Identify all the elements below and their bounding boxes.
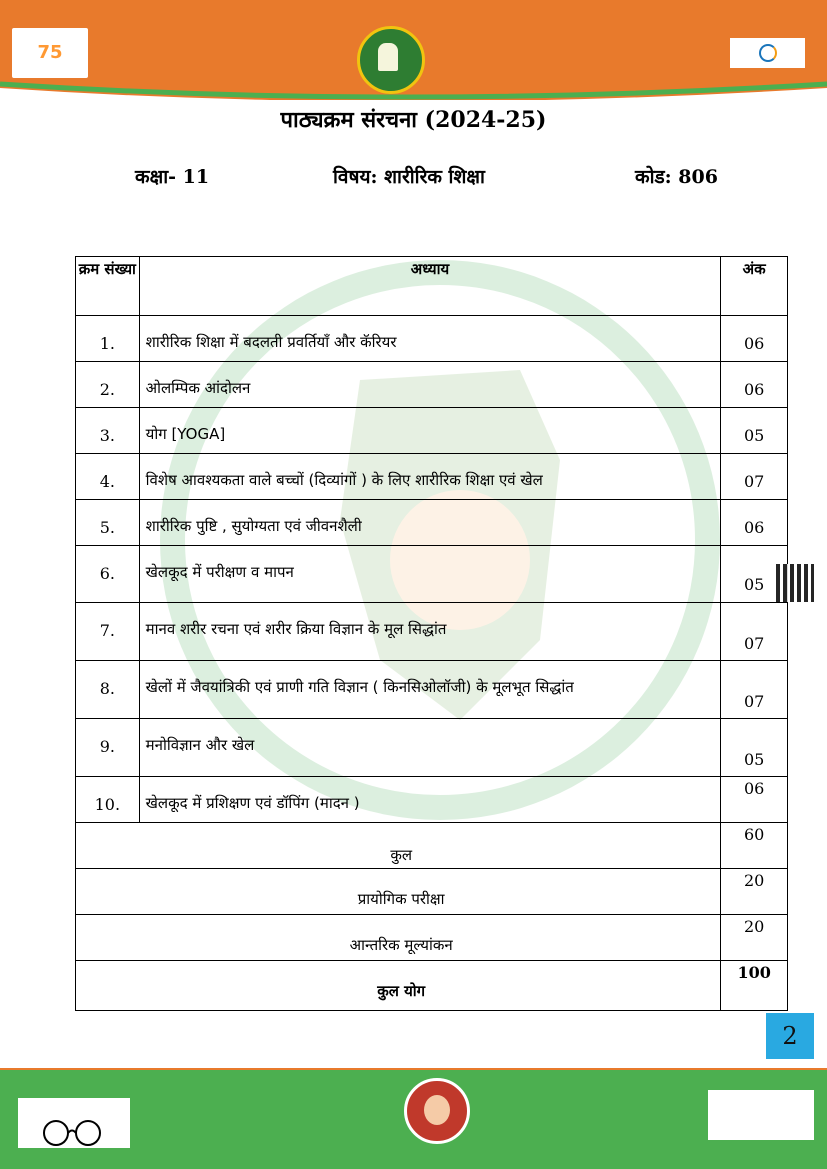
table-row	[76, 661, 788, 719]
summary-row	[76, 823, 788, 869]
glasses-icon	[34, 1118, 114, 1148]
row-serial: 9.	[76, 719, 140, 777]
beti-bachao-logo	[404, 1078, 470, 1144]
row-chapter: विशेष आवश्यकता वाले बच्चों (दिव्यांगों ) के लिए शारीरिक शिक्षा एवं खेल	[139, 454, 721, 500]
qr-code	[776, 564, 814, 602]
summary-label: कुल	[76, 823, 721, 869]
row-serial: 7.	[76, 603, 140, 661]
grand-total-marks: 100	[721, 961, 788, 1011]
summary-marks: 60	[721, 823, 788, 869]
row-serial: 1.	[76, 316, 140, 362]
row-chapter: खेलों में जैवयांत्रिकी एवं प्राणी गति विज्ञान ( किनसिओलॉजी) के मूलभूत सिद्धांत	[139, 661, 721, 719]
row-serial: 4.	[76, 454, 140, 500]
table-row	[76, 546, 788, 603]
summary-marks: 20	[721, 869, 788, 915]
grand-total-label: कुल योग	[76, 961, 721, 1011]
row-chapter: शारीरिक शिक्षा में बदलती प्रवर्तियाँ और कॅरियर	[139, 316, 721, 362]
summary-marks: 20	[721, 915, 788, 961]
summary-row	[76, 869, 788, 915]
table-row	[76, 408, 788, 454]
table-header-row	[76, 257, 788, 316]
summary-row	[76, 915, 788, 961]
summary-label: प्रायोगिक परीक्षा	[76, 869, 721, 915]
row-chapter: खेलकूद में परीक्षण व मापन	[139, 546, 721, 603]
row-chapter: शारीरिक पुष्टि , सुयोग्यता एवं जीवनशैली	[139, 500, 721, 546]
summary-label: आन्तरिक मूल्यांकन	[76, 915, 721, 961]
digital-india-logo	[730, 38, 805, 68]
row-serial: 10.	[76, 777, 140, 823]
right-to-education-logo	[708, 1090, 814, 1140]
row-chapter: मनोविज्ञान और खेल	[139, 719, 721, 777]
board-emblem-logo	[357, 26, 425, 94]
class-label: कक्षा- 11	[135, 166, 210, 188]
header-chapter: अध्याय	[139, 257, 721, 316]
row-marks: 07	[721, 661, 788, 719]
swachh-bharat-logo	[18, 1098, 130, 1148]
subject-label: विषय: शारीरिक शिक्षा	[333, 166, 485, 188]
header-marks: अंक	[721, 257, 788, 316]
table-row	[76, 719, 788, 777]
table-row	[76, 603, 788, 661]
row-chapter: मानव शरीर रचना एवं शरीर क्रिया विज्ञान के मूल सिद्धांत	[139, 603, 721, 661]
row-marks: 07	[721, 603, 788, 661]
table-row	[76, 316, 788, 362]
digital-india-ring-icon	[759, 44, 777, 62]
page-number: 2	[766, 1013, 814, 1059]
row-marks: 06	[721, 777, 788, 823]
syllabus-table	[75, 256, 788, 1011]
row-marks: 05	[721, 408, 788, 454]
row-serial: 3.	[76, 408, 140, 454]
header-band	[0, 0, 827, 100]
row-marks: 06	[721, 316, 788, 362]
row-serial: 6.	[76, 546, 140, 603]
row-marks: 06	[721, 362, 788, 408]
row-marks: 07	[721, 454, 788, 500]
row-serial: 2.	[76, 362, 140, 408]
row-marks: 05	[721, 719, 788, 777]
page-title: पाठ्यक्रम संरचना (2024-25)	[280, 107, 547, 133]
row-serial: 8.	[76, 661, 140, 719]
azadi-amrit-mahotsav-logo: 75	[12, 28, 88, 78]
table-row	[76, 362, 788, 408]
row-marks: 05	[721, 546, 788, 603]
row-serial: 5.	[76, 500, 140, 546]
table-row	[76, 500, 788, 546]
code-label: कोड: 806	[635, 166, 718, 188]
table-row	[76, 777, 788, 823]
row-marks: 06	[721, 500, 788, 546]
summary-row	[76, 961, 788, 1011]
table-row	[76, 454, 788, 500]
row-chapter: ओलम्पिक आंदोलन	[139, 362, 721, 408]
row-chapter: योग [YOGA]	[139, 408, 721, 454]
row-chapter: खेलकूद में प्रशिक्षण एवं डॉपिंग (मादन )	[139, 777, 721, 823]
header-serial: क्रम संख्या	[76, 257, 140, 316]
